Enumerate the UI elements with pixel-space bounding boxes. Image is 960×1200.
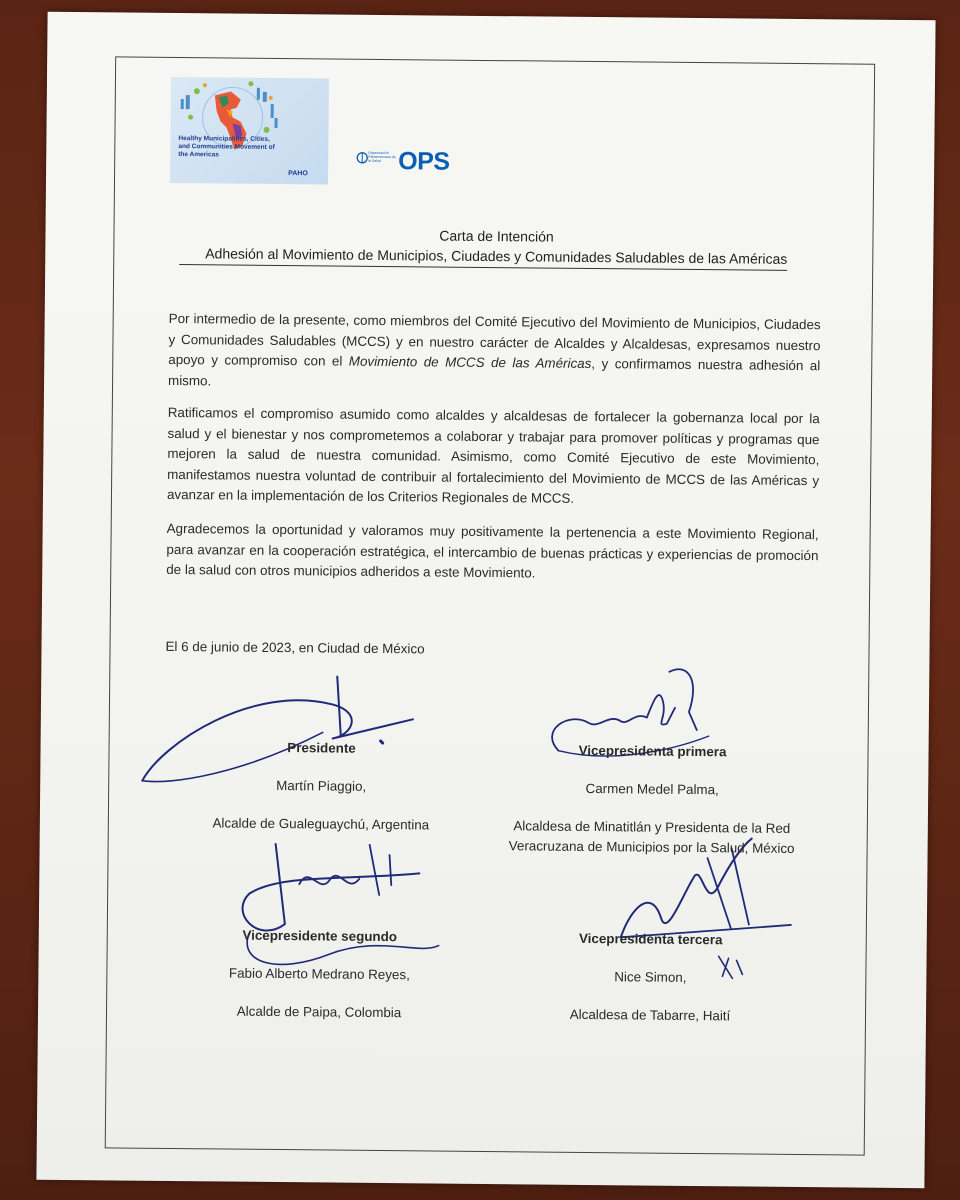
paragraph-1 bbox=[168, 309, 821, 397]
signatory-presidente bbox=[156, 737, 487, 836]
letter-subtitle: Adhesión al Movimiento de Municipios, Ciudades y Comunidades Saludables de las Américas bbox=[205, 245, 788, 267]
signatory-name: Martín Piaggio, bbox=[276, 777, 367, 794]
paragraph-1-text-a: Por intermedio de la presente, como miembros del Comité Ejecutivo del Movimiento de Municipios, Ciudades y Comunidades Saludables (MCCS) y en nuestro carácter de Alcaldes y Alcaldesas, expresamos nuestro apoyo y compromiso con el bbox=[168, 310, 821, 369]
who-emblem-icon bbox=[356, 151, 368, 165]
signatory-position-line2: Veracruzana de Municipios por la Salud, México bbox=[508, 838, 795, 856]
paho-label: PAHO bbox=[288, 170, 308, 178]
signatory-vicepresidente-segundo bbox=[154, 925, 485, 1024]
signatory-name: Carmen Medel Palma, bbox=[585, 780, 719, 798]
ops-label: OPS bbox=[398, 147, 450, 176]
signatory-role: Vicepresidenta tercera bbox=[578, 930, 723, 948]
signatory-position: Alcaldesa de Tabarre, Haití bbox=[569, 1006, 731, 1024]
signatory-position: Alcalde de Paipa, Colombia bbox=[236, 1003, 402, 1021]
letter-page bbox=[36, 12, 935, 1188]
paragraph-1-text-b: , y confirmamos nuestra adhesión al mismo. bbox=[168, 356, 821, 388]
ops-small-text: Organización Panamericana de la Salud bbox=[368, 150, 396, 163]
letter-title: Carta de Intención bbox=[439, 227, 554, 245]
signatory-vicepresidenta-tercera bbox=[470, 928, 831, 1027]
paragraph-3: Agradecemos la oportunidad y valoramos muy positivamente la pertenencia a este Movimiento Regional, para avanzar en la cooperación estratégica, el intercambio de buenas prácticas y experiencias de promoción de la salud con otros municipios adheridos a este Movimiento. bbox=[166, 520, 819, 581]
signatory-role: Presidente bbox=[287, 740, 356, 756]
paragraph-1-italic: Movimiento de MCCS de las Américas bbox=[348, 353, 592, 372]
signatory-position: Alcalde de Gualeguaychú, Argentina bbox=[212, 815, 430, 833]
signatory-role: Vicepresidente segundo bbox=[242, 927, 398, 945]
signatory-name: Fabio Alberto Medrano Reyes, bbox=[228, 965, 410, 983]
paragraph-2: Ratificamos el compromiso asumido como alcaldes y alcaldesas de fortalecer la gobernanza local por la salud y el bienestar y nos comprometemos a colaborar y trabajar para promover políticas y programas que mejoren la salud de nuestra comunidad. Asimismo, como Comité Ejecutivo de este Movimiento, manifestamos nuestra voluntad de contribuir al fortalecimiento del Movimiento de MCCS de las Américas y avanzar en la implementación de los Criterios Regionales de MCCS. bbox=[166, 404, 820, 506]
date-line: El 6 de junio de 2023, en Ciudad de México bbox=[165, 638, 425, 657]
signatory-position: Alcaldesa de Minatitlán y Presidenta de la Red bbox=[513, 818, 791, 836]
signatory-role: Vicepresidenta primera bbox=[578, 742, 727, 760]
americas-map-icon bbox=[170, 77, 329, 185]
signatory-name: Nice Simon, bbox=[614, 969, 687, 985]
signatory-vicepresidenta-primera bbox=[472, 740, 833, 859]
movement-logo bbox=[170, 77, 329, 185]
movement-logo-text: Healthy Municipalities, Cities, and Communities Movement of the Americas bbox=[178, 135, 275, 159]
